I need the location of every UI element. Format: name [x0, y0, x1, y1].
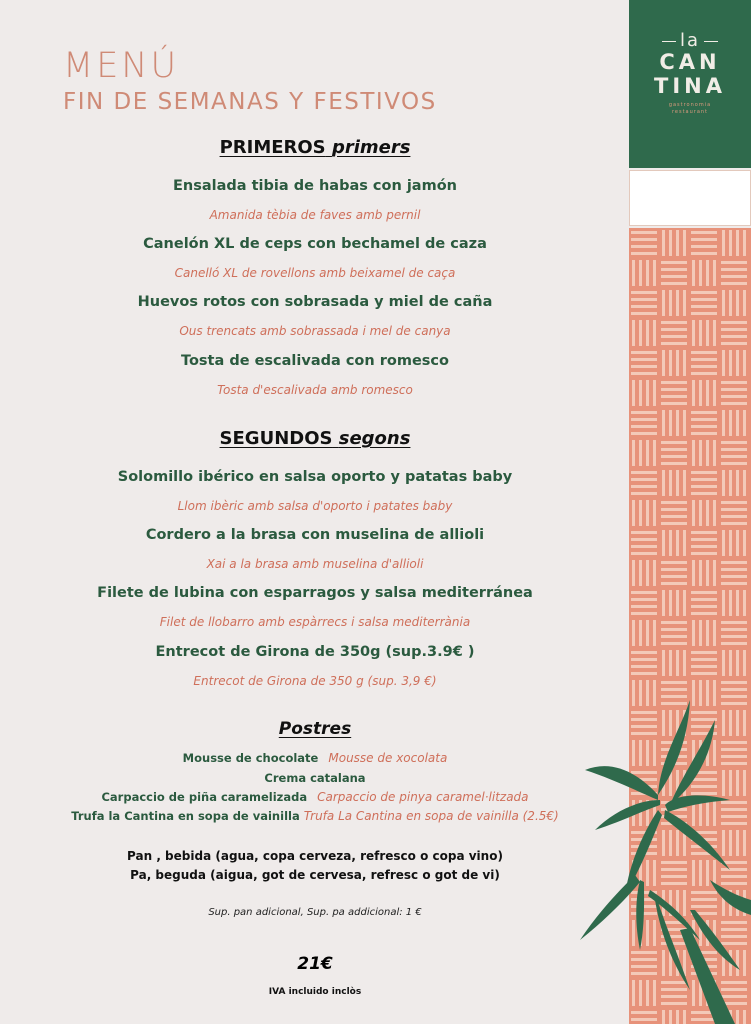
pattern-stripe	[722, 410, 725, 436]
pattern-stripe	[661, 582, 687, 585]
pattern-stripe	[661, 381, 687, 384]
segundos-item-2-ca: Xai a la brasa amb muselina d'allioli	[206, 557, 424, 571]
pattern-stripe	[691, 538, 717, 541]
pattern-stripe	[691, 485, 717, 488]
primeros-item-1-ca: Amanida tèbia de faves amb pernil	[209, 208, 421, 222]
pattern-stripe	[683, 650, 686, 676]
pattern-stripe	[653, 380, 656, 406]
pattern-stripe	[691, 545, 717, 548]
pattern-stripe	[662, 590, 665, 616]
pattern-stripe	[683, 590, 686, 616]
pattern-stripe	[729, 470, 732, 496]
pattern-stripe	[631, 231, 657, 234]
pattern-stripe	[692, 620, 695, 646]
pattern-stripe	[669, 590, 672, 616]
pattern-stripe	[631, 411, 657, 414]
pattern-stripe	[632, 560, 635, 586]
pattern-stripe	[632, 320, 635, 346]
pattern-stripe	[691, 365, 717, 368]
pattern-stripe	[646, 260, 649, 286]
pattern-stripe	[736, 290, 739, 316]
pattern-stripe	[691, 432, 717, 435]
logo-sub1: gastronomia	[668, 102, 712, 108]
pattern-stripe	[691, 658, 717, 661]
pattern-stripe	[661, 561, 687, 564]
pattern-stripe	[691, 665, 717, 668]
pattern-stripe	[631, 598, 657, 601]
pattern-stripe	[662, 470, 665, 496]
pattern-stripe	[713, 260, 716, 286]
pattern-stripe	[676, 530, 679, 556]
pattern-stripe	[691, 298, 717, 301]
pattern-stripe	[631, 425, 657, 428]
pattern-stripe	[713, 620, 716, 646]
pattern-stripe	[631, 545, 657, 548]
pattern-stripe	[706, 380, 709, 406]
pattern-stripe	[653, 560, 656, 586]
postres-item-3	[0, 790, 630, 804]
pattern-stripe	[691, 552, 717, 555]
pattern-stripe	[662, 230, 665, 256]
logo-line2: TINA	[654, 74, 726, 98]
pattern-stripe	[661, 402, 687, 405]
pattern-stripe	[721, 681, 747, 684]
postres-item-4-ca: Trufa La Cantina en sopa de vainilla (2.5€)	[303, 809, 559, 823]
pattern-stripe	[721, 568, 747, 571]
primeros-item-4-ca: Tosta d'escalivada amb romesco	[217, 383, 413, 397]
segundos-item-4-ca: Entrecot de Girona de 350 g (sup. 3,9 €)	[193, 674, 437, 688]
pattern-stripe	[721, 628, 747, 631]
pattern-stripe	[736, 410, 739, 436]
postres-item-4	[0, 809, 630, 823]
pattern-stripe	[721, 321, 747, 324]
pattern-stripe	[661, 501, 687, 504]
pattern-stripe	[713, 560, 716, 586]
pattern-stripe	[653, 320, 656, 346]
title-main: MENÚ	[63, 46, 180, 86]
pattern-stripe	[646, 620, 649, 646]
postres-item-1-ca: Mousse de xocolata	[328, 751, 448, 765]
pattern-stripe	[661, 522, 687, 525]
pattern-stripe	[646, 560, 649, 586]
pattern-stripe	[721, 388, 747, 391]
pattern-stripe	[743, 410, 746, 436]
pattern-stripe	[691, 492, 717, 495]
pattern-stripe	[661, 441, 687, 444]
segundos-heading-ca: segons	[338, 428, 411, 449]
pattern-stripe	[721, 335, 747, 338]
pattern-stripe	[721, 462, 747, 465]
pattern-stripe	[631, 651, 657, 654]
pattern-stripe	[662, 350, 665, 376]
iva-note: IVA incluido inclòs	[268, 987, 362, 997]
segundos-heading	[0, 428, 630, 449]
pattern-stripe	[662, 530, 665, 556]
pattern-stripe	[721, 522, 747, 525]
pattern-stripe	[736, 230, 739, 256]
pattern-stripe	[691, 372, 717, 375]
pattern-stripe	[691, 598, 717, 601]
pattern-stripe	[721, 621, 747, 624]
pattern-stripe	[729, 290, 732, 316]
pattern-stripe	[736, 650, 739, 676]
pattern-stripe	[713, 320, 716, 346]
pattern-stripe	[691, 245, 717, 248]
segundos-item-1-ca: Llom ibèric amb salsa d'oporto i patates baby	[177, 499, 453, 513]
pattern-stripe	[661, 621, 687, 624]
pattern-stripe	[676, 230, 679, 256]
pattern-stripe	[639, 320, 642, 346]
pattern-stripe	[631, 538, 657, 541]
pattern-stripe	[692, 560, 695, 586]
pattern-stripe	[661, 282, 687, 285]
pattern-stripe	[706, 500, 709, 526]
pattern-stripe	[661, 628, 687, 631]
pattern-stripe	[706, 320, 709, 346]
brand-logo	[629, 0, 751, 168]
pattern-stripe	[736, 470, 739, 496]
pattern-stripe	[639, 440, 642, 466]
pattern-stripe	[631, 291, 657, 294]
pattern-stripe	[699, 260, 702, 286]
decorative-white-box	[629, 170, 751, 226]
pattern-stripe	[692, 260, 695, 286]
pattern-stripe	[721, 282, 747, 285]
pattern-stripe	[661, 268, 687, 271]
pattern-stripe	[691, 418, 717, 421]
pattern-stripe	[691, 605, 717, 608]
pattern-stripe	[639, 380, 642, 406]
primeros-heading-es: PRIMEROS	[219, 137, 326, 158]
pattern-stripe	[639, 620, 642, 646]
segundos-item-1-es: Solomillo ibérico en salsa oporto y patatas baby	[117, 469, 513, 485]
pattern-stripe	[661, 335, 687, 338]
pattern-stripe	[631, 665, 657, 668]
pattern-stripe	[699, 620, 702, 646]
pattern-stripe	[662, 650, 665, 676]
pattern-stripe	[721, 448, 747, 451]
pattern-stripe	[669, 350, 672, 376]
pattern-stripe	[632, 260, 635, 286]
pattern-stripe	[683, 350, 686, 376]
pattern-stripe	[631, 672, 657, 675]
pattern-stripe	[721, 561, 747, 564]
pattern-stripe	[691, 305, 717, 308]
title-sub: FIN DE SEMANAS Y FESTIVOS	[63, 89, 437, 115]
pattern-stripe	[691, 252, 717, 255]
pattern-stripe	[631, 252, 657, 255]
pattern-stripe	[632, 620, 635, 646]
pattern-stripe	[743, 470, 746, 496]
pattern-stripe	[676, 290, 679, 316]
pattern-stripe	[669, 290, 672, 316]
primeros-heading-ca: primers	[331, 137, 411, 158]
pattern-stripe	[639, 560, 642, 586]
pattern-stripe	[691, 358, 717, 361]
pattern-stripe	[729, 230, 732, 256]
pattern-stripe	[676, 410, 679, 436]
pattern-stripe	[721, 508, 747, 511]
pattern-stripe	[631, 471, 657, 474]
primeros-heading	[0, 137, 630, 158]
pattern-stripe	[692, 320, 695, 346]
pattern-stripe	[631, 312, 657, 315]
pattern-stripe	[713, 500, 716, 526]
pattern-stripe	[721, 261, 747, 264]
pattern-stripe	[722, 650, 725, 676]
pattern-stripe	[646, 500, 649, 526]
pattern-stripe	[669, 650, 672, 676]
pattern-stripe	[683, 530, 686, 556]
primeros-item-4-es: Tosta de escalivada con romesco	[181, 353, 449, 369]
pattern-stripe	[736, 590, 739, 616]
pattern-stripe	[631, 418, 657, 421]
pattern-stripe	[692, 500, 695, 526]
pattern-stripe	[661, 275, 687, 278]
pattern-stripe	[729, 350, 732, 376]
pattern-stripe	[676, 650, 679, 676]
menu-title	[63, 46, 437, 116]
pattern-stripe	[721, 455, 747, 458]
pattern-stripe	[722, 530, 725, 556]
pattern-stripe	[646, 440, 649, 466]
pattern-stripe	[653, 260, 656, 286]
pattern-stripe	[713, 440, 716, 466]
pattern-stripe	[646, 320, 649, 346]
primeros-item-3-ca: Ous trencats amb sobrassada i mel de canya	[179, 324, 451, 338]
pattern-stripe	[661, 388, 687, 391]
pattern-stripe	[653, 440, 656, 466]
pattern-stripe	[661, 635, 687, 638]
postres-item-1	[0, 751, 630, 765]
pattern-stripe	[683, 470, 686, 496]
pattern-stripe	[692, 380, 695, 406]
pattern-stripe	[721, 328, 747, 331]
pattern-stripe	[722, 470, 725, 496]
pattern-stripe	[692, 440, 695, 466]
pattern-stripe	[722, 590, 725, 616]
segundos-item-3-es: Filete de lubina con esparragos y salsa mediterránea	[97, 585, 533, 601]
pattern-stripe	[631, 658, 657, 661]
pattern-stripe	[706, 560, 709, 586]
pattern-stripe	[691, 531, 717, 534]
pattern-stripe	[631, 478, 657, 481]
pattern-stripe	[631, 365, 657, 368]
pattern-stripe	[721, 642, 747, 645]
pattern-stripe	[691, 411, 717, 414]
pattern-stripe	[661, 568, 687, 571]
logo-line1: CAN	[659, 50, 721, 74]
postres-item-3-es: Carpaccio de piña caramelizada	[101, 790, 308, 804]
logo-la: la	[629, 30, 751, 51]
pattern-stripe	[691, 231, 717, 234]
pattern-stripe	[661, 642, 687, 645]
pattern-stripe	[729, 590, 732, 616]
pattern-stripe	[639, 500, 642, 526]
pattern-stripe	[661, 462, 687, 465]
pattern-stripe	[706, 620, 709, 646]
pattern-stripe	[691, 651, 717, 654]
pattern-stripe	[699, 320, 702, 346]
pattern-stripe	[632, 440, 635, 466]
pattern-stripe	[721, 635, 747, 638]
pattern-stripe	[729, 410, 732, 436]
pattern-stripe	[661, 695, 687, 698]
primeros-item-2-ca: Canelló XL de rovellons amb beixamel de caça	[174, 266, 456, 280]
pattern-stripe	[631, 245, 657, 248]
pattern-stripe	[661, 515, 687, 518]
pattern-stripe	[722, 290, 725, 316]
pattern-stripe	[721, 575, 747, 578]
pattern-stripe	[691, 672, 717, 675]
pattern-stripe	[661, 395, 687, 398]
pattern-stripe	[662, 290, 665, 316]
pattern-stripe	[669, 410, 672, 436]
bebida-ca: Pa, beguda (aigua, got de cervesa, refresc o got de vi)	[130, 868, 500, 882]
pattern-stripe	[676, 470, 679, 496]
pattern-stripe	[691, 478, 717, 481]
pattern-stripe	[683, 410, 686, 436]
postres-item-1-es: Mousse de chocolate	[182, 751, 319, 765]
pattern-stripe	[653, 500, 656, 526]
pattern-stripe	[661, 688, 687, 691]
pattern-stripe	[743, 590, 746, 616]
pattern-stripe	[632, 500, 635, 526]
pattern-stripe	[743, 290, 746, 316]
pattern-stripe	[722, 350, 725, 376]
pattern-stripe	[661, 321, 687, 324]
pattern-stripe	[699, 380, 702, 406]
pattern-stripe	[646, 380, 649, 406]
pattern-stripe	[721, 441, 747, 444]
pattern-stripe	[691, 312, 717, 315]
pattern-stripe	[743, 530, 746, 556]
pattern-stripe	[661, 261, 687, 264]
pattern-stripe	[631, 305, 657, 308]
pattern-stripe	[661, 328, 687, 331]
pattern-stripe	[721, 275, 747, 278]
pattern-stripe	[691, 291, 717, 294]
pattern-stripe	[661, 448, 687, 451]
pattern-stripe	[683, 230, 686, 256]
pattern-stripe	[721, 268, 747, 271]
primeros-item-3-es: Huevos rotos con sobrasada y miel de caña	[137, 294, 493, 310]
pattern-stripe	[699, 440, 702, 466]
postres-item-2	[0, 771, 630, 785]
pattern-stripe	[631, 358, 657, 361]
pattern-stripe	[721, 695, 747, 698]
pattern-stripe	[743, 350, 746, 376]
pattern-stripe	[669, 470, 672, 496]
pattern-stripe	[736, 350, 739, 376]
menu-price: 21€	[297, 954, 333, 974]
pattern-stripe	[631, 552, 657, 555]
pattern-stripe	[631, 605, 657, 608]
pattern-stripe	[631, 591, 657, 594]
pattern-stripe	[743, 230, 746, 256]
pattern-stripe	[631, 432, 657, 435]
pattern-stripe	[691, 591, 717, 594]
pattern-stripe	[632, 380, 635, 406]
pattern-stripe	[729, 530, 732, 556]
pattern-stripe	[639, 260, 642, 286]
primeros-item-1-es: Ensalada tibia de habas con jamón	[173, 178, 457, 194]
pattern-stripe	[729, 650, 732, 676]
pattern-stripe	[736, 530, 739, 556]
segundos-heading-es: SEGUNDOS	[219, 428, 333, 449]
segundos-item-4-es: Entrecot de Girona de 350g (sup.3.9€ )	[155, 644, 475, 660]
pattern-stripe	[631, 351, 657, 354]
pattern-stripe	[676, 590, 679, 616]
pattern-stripe	[669, 230, 672, 256]
pattern-stripe	[699, 500, 702, 526]
pattern-stripe	[661, 508, 687, 511]
pattern-stripe	[691, 425, 717, 428]
pattern-stripe	[743, 650, 746, 676]
pattern-stripe	[721, 582, 747, 585]
pattern-stripe	[661, 681, 687, 684]
pattern-stripe	[631, 485, 657, 488]
bebida-es: Pan , bebida (agua, copa cerveza, refresco o copa vino)	[127, 849, 503, 863]
pattern-stripe	[631, 298, 657, 301]
postres-item-2-es: Crema catalana	[264, 771, 366, 785]
segundos-item-3-ca: Filet de llobarro amb espàrrecs i salsa mediterrània	[159, 615, 471, 629]
primeros-item-2-es: Canelón XL de ceps con bechamel de caza	[143, 236, 487, 252]
pattern-stripe	[691, 612, 717, 615]
postres-item-4-es: Trufa la Cantina en sopa de vainilla	[71, 809, 300, 823]
segundos-item-2-es: Cordero a la brasa con muselina de allioli	[145, 527, 485, 543]
logo-sub2: restaurant	[671, 109, 709, 115]
pattern-stripe	[631, 492, 657, 495]
pattern-stripe	[683, 290, 686, 316]
pattern-stripe	[721, 515, 747, 518]
pattern-stripe	[669, 530, 672, 556]
pattern-stripe	[713, 380, 716, 406]
pattern-stripe	[721, 381, 747, 384]
pattern-stripe	[722, 230, 725, 256]
pattern-stripe	[631, 531, 657, 534]
pattern-stripe	[699, 560, 702, 586]
suplemento-text: Sup. pan adicional, Sup. pa addicional: 1 €	[208, 907, 422, 918]
pattern-stripe	[661, 575, 687, 578]
postres-item-3-ca: Carpaccio de pinya caramel·litzada	[317, 790, 529, 804]
pattern-stripe	[721, 342, 747, 345]
pattern-stripe	[676, 350, 679, 376]
pattern-stripe	[653, 620, 656, 646]
logo-subtitle	[629, 102, 751, 116]
pattern-stripe	[631, 612, 657, 615]
pattern-stripe	[631, 238, 657, 241]
pattern-stripe	[662, 410, 665, 436]
pattern-stripe	[661, 342, 687, 345]
pattern-stripe	[721, 402, 747, 405]
pattern-stripe	[721, 395, 747, 398]
pattern-stripe	[721, 501, 747, 504]
pattern-stripe	[691, 351, 717, 354]
pattern-stripe	[691, 238, 717, 241]
pattern-stripe	[706, 440, 709, 466]
logo-cantina	[629, 50, 751, 98]
pattern-stripe	[721, 688, 747, 691]
pattern-stripe	[706, 260, 709, 286]
postres-heading: Postres	[278, 719, 352, 739]
pattern-stripe	[631, 372, 657, 375]
pattern-stripe	[661, 455, 687, 458]
pattern-stripe	[691, 471, 717, 474]
